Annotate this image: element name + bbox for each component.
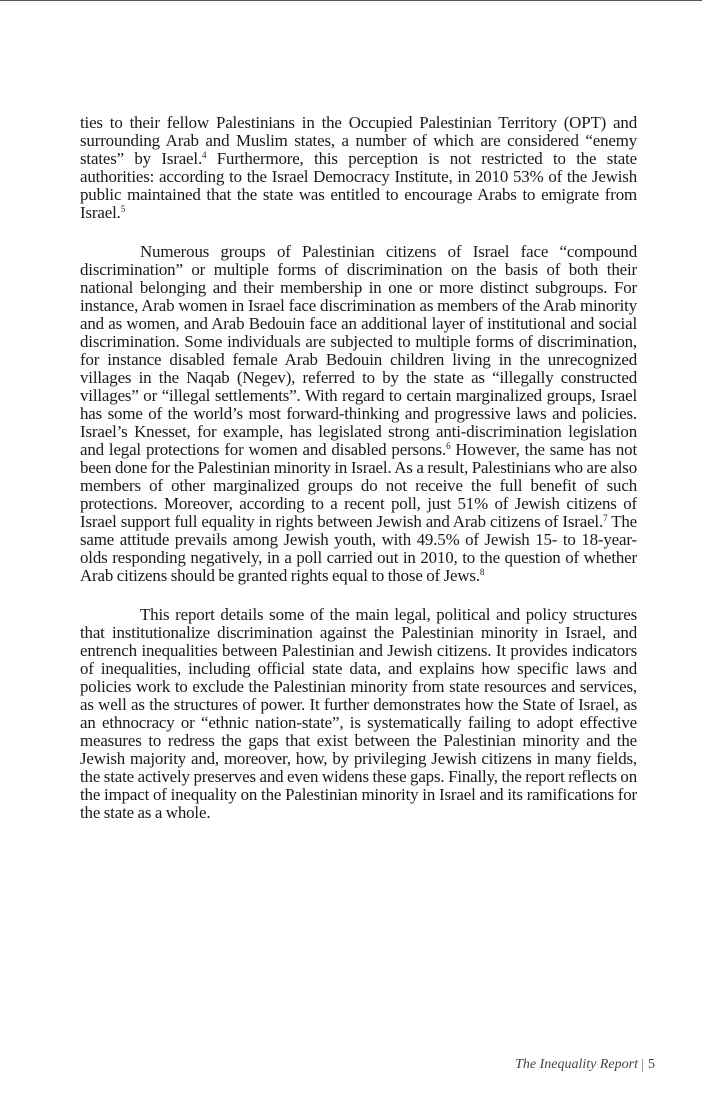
body-paragraph [80, 114, 637, 222]
top-rule [0, 0, 702, 1]
paragraph-text: The same attitude prevails among Jewish youth, with 49.5% of Jewish 15- to 18-year-olds responding negatively, in a poll carried out in 2010, to the question of whether Arab citizens should be granted rights equal to those of Jews. [80, 512, 638, 585]
paragraph-text: ties to their fellow Palestinians in the Occupied Palestinian Territory (OPT) and surrounding Arab and Muslim states, a number of which are considered “enemy states” by Israel. [80, 113, 637, 168]
footnote-marker: 7 [603, 513, 608, 524]
footer-separator [642, 1059, 643, 1072]
page-number: 5 [648, 1057, 655, 1072]
footnote-marker: 8 [479, 567, 485, 578]
running-footer [515, 1057, 655, 1073]
footnote-marker: 4 [202, 150, 207, 161]
footer-report-title: The Inequality Report [515, 1057, 638, 1072]
paragraph-text: Furthermore, this perception is not restricted to the state authorities: according to the Israel Democracy Institute, in 2010 53% of the Jewish public maintained that the state was entitled to encourage Arabs to emigrate from Israel. [80, 149, 637, 222]
body-paragraph [80, 243, 637, 585]
page-body [80, 114, 637, 822]
paragraph-text: Numerous groups of Palestinian citizens of Israel face “compound discrimination” or multiple forms of discrimination on the basis of both their national belonging and their membership in one or more distinct subgroups. For instance, Arab women in Israel face discrimination as members of the Arab minority and as women, and Arab Bedouin face an additional layer of institutional and social discrimination. Some individuals are subjected to multiple forms of discrimination, for instance disabled female Arab Bedouin children living in the unrecognized villages in the Naqab (Negev), referred to by the state as “illegally constructed villages” or “illegal settlements”. With regard to certain marginalized groups, Israel has some of the world’s most forward-thinking and progressive laws and policies. Israel’s Knesset, for example, has legislated strong anti-discrimination legislation and legal protections for women and disabled persons. [80, 242, 637, 459]
footnote-marker: 6 [446, 441, 451, 452]
paragraph-text: This report details some of the main legal, political and policy structures that institutionalize discrimination against the Palestinian minority in Israel, and entrench inequalities between Palestinian and Jewish citizens. It provides indicators of inequalities, including official state data, and explains how specific laws and policies work to exclude the Palestinian minority from state resources and services, as well as the structures of power. It further demonstrates how the State of Israel, as an ethnocracy or “ethnic nation-state”, is systematically failing to adopt effective measures to redress the gaps that exist between the Palestinian minority and the Jewish majority and, moreover, how, by privileging Jewish citizens in many fields, the state actively preserves and even widens these gaps. Finally, the report reflects on the impact of inequality on the Palestinian minority in Israel and its ramifications for the state as a whole. [80, 605, 637, 822]
body-paragraph [80, 606, 637, 822]
footnote-marker: 5 [120, 204, 126, 215]
paragraph-text: However, the same has not been done for the Palestinian minority in Israel. As a result, Palestinians who are also members of other marginalized groups do not receive the full benefit of such protections. Moreover, according to a recent poll, just 51% of Jewish citizens of Israel support full equality in rights between Jewish and Arab citizens of Israel. [80, 440, 637, 531]
